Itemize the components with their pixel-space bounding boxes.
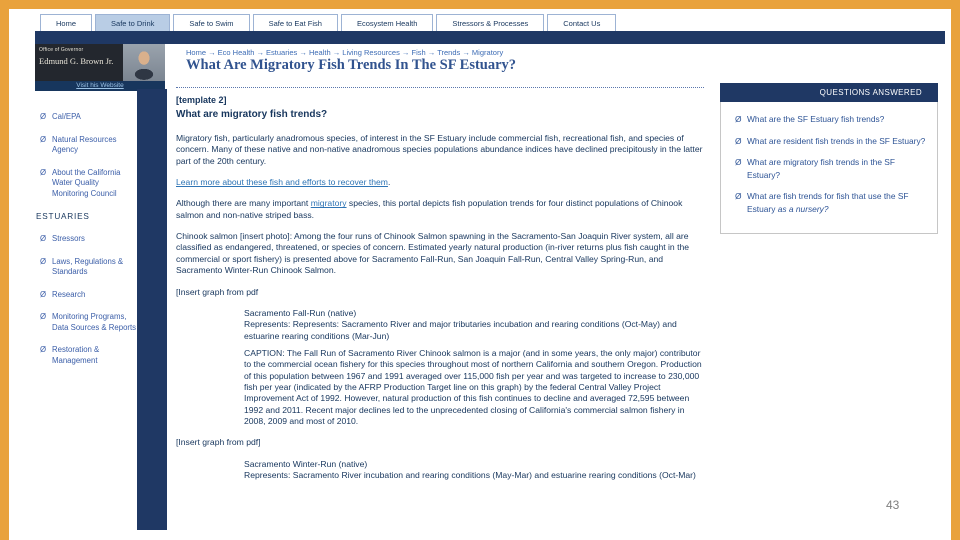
governor-name: Edmund G. Brown Jr. [39, 56, 114, 66]
graph-placeholder-1: [Insert graph from pdf [176, 286, 259, 297]
sidebar-item-label: Research [52, 289, 86, 299]
tab-safe-to-eat-fish[interactable]: Safe to Eat Fish [253, 14, 338, 33]
portal-text-before: Although there are many important [176, 198, 311, 209]
arrow-bullet-icon: Ø [40, 345, 47, 355]
sidebar-item-stressors[interactable] [40, 234, 137, 245]
graph-placeholder-2: [Insert graph from pdf] [176, 437, 261, 448]
governor-photo [35, 44, 165, 81]
sidebar-item-monitoring-programs[interactable] [40, 312, 137, 333]
breadcrumb[interactable]: Home → Eco Health → Estuaries → Health → Living Resources → Fish → Trends → Migratory [186, 48, 504, 57]
tab-contact-us[interactable]: Contact Us [547, 14, 616, 33]
questions-list [720, 102, 938, 234]
question-item-resident-fish[interactable] [733, 135, 929, 148]
arrow-bullet-icon: Ø [40, 112, 47, 121]
governor-office-label: Office of Governor [39, 47, 84, 53]
question-item-fish-trends[interactable] [733, 113, 929, 126]
chinook-paragraph: Chinook salmon [insert photo]: Among the four runs of Chinook Salmon spawning in the Sacramento-San Joaquin River system, all are classified as endangered, threatened, or species of concern. Estimated yearly natural production (in-river returns plus fish caught in the commercial or sport fishery) is presented above for Sacramento Fall-Run, San Joaquin Fall-Run, Central Valley Spring-Run, and Sacramento Winter-Run Chinook Salmon. [176, 231, 690, 276]
tab-safe-to-drink[interactable]: Safe to Drink [95, 14, 170, 33]
learn-more-period: . [387, 177, 391, 188]
question-text: What are the SF Estuary fish trends? [747, 114, 885, 124]
governor-caption [35, 44, 123, 81]
winterrun-represents: Represents: Sacramento River incubation and rearing conditions (May-Mar) and estuarine rearing conditions (Oct-Mar) [244, 469, 696, 480]
arrow-bullet-icon: Ø [40, 234, 47, 244]
tab-home[interactable]: Home [40, 14, 92, 33]
arrow-bullet-icon: Ø [735, 191, 742, 202]
winterrun-title: Sacramento Winter-Run (native) [244, 458, 368, 469]
learn-more-link[interactable]: Learn more about these fish and efforts to recover them [176, 177, 388, 188]
learn-more-line [176, 177, 704, 188]
frame-accent-left [0, 0, 9, 540]
page-title: What Are Migratory Fish Trends In The SF Estuary? [186, 57, 517, 73]
sidebar-item-laws[interactable] [40, 257, 137, 278]
arrow-bullet-icon: Ø [40, 289, 47, 299]
fallrun-caption: CAPTION: The Fall Run of Sacramento River Chinook salmon is a major (and in some years, the only major) contributor to the commercial ocean fishery for this species throughout most of northern California and southern Oregon. Production of this population between 1967 and 1991 averaged over 115,000 fish per year and was targeted to increase to 230,000 fish per year (indicated by the AFRP Production Target line on this graph) by the federal Central Valley Project Improvement Act of 1992. However, natural production of this fish continues to decline and averaged 72,595 between 1992 and 2011. Recent major declines led to the unprecedented closing of California's commercial salmon fishery in 2008, 2009 and most of 2010. [244, 347, 702, 426]
arrow-bullet-icon: Ø [735, 135, 742, 146]
arrow-bullet-icon: Ø [735, 157, 742, 168]
sidebar-item-research[interactable] [40, 290, 137, 301]
sidebar-item-label: Natural Resources Agency [52, 134, 117, 155]
arrow-bullet-icon: Ø [40, 256, 47, 266]
sidebar-item-label: About the California Water Quality Monitoring Council [52, 167, 121, 198]
sidebar-item-label: Restoration & Management [52, 345, 100, 365]
question-item-migratory-fish[interactable] [733, 156, 929, 181]
sidebar-section-estuaries: ESTUARIES [36, 212, 90, 222]
sidebar-item-restoration[interactable] [40, 345, 137, 366]
fallrun-block [244, 308, 704, 342]
main-content [176, 95, 704, 487]
question-text-italic: as a nursery? [777, 204, 829, 215]
question-item-nursery[interactable] [733, 190, 929, 215]
sidebar-item-label: Monitoring Programs, Data Sources & Reports [52, 312, 137, 332]
template-note: [template 2] [176, 95, 227, 105]
sidebar-accent-strip [137, 89, 167, 530]
questions-panel [720, 83, 938, 234]
frame-accent-top [0, 0, 960, 9]
governor-website-link[interactable]: Visit his Website [35, 81, 165, 91]
questions-panel-header: QUESTIONS ANSWERED [720, 83, 938, 102]
question-text: What are fish trends for fish that use the SF Estuary [747, 191, 909, 215]
intro-paragraph: Migratory fish, particularly anadromous species, of interest in the SF Estuary include commercial fish, recreational fish, and species of concern. Many of these native and non-native anadromous species populations abundance indices have declined precipitously in the latter part of the 20th century. [176, 133, 703, 166]
portal-text-after: species, this portal depicts fish population trends for four distinct populations of Chinook salmon and non-native striped bass. [176, 198, 683, 220]
tab-ecosystem-health[interactable]: Ecosystem Health [341, 14, 433, 33]
question-text: What are migratory fish trends in the SF Estuary? [747, 157, 896, 180]
sidebar-item-label: Laws, Regulations & Standards [52, 256, 124, 277]
portal-paragraph [176, 198, 704, 221]
content-heading: What are migratory fish trends? [176, 108, 328, 120]
navy-divider-bar [35, 31, 945, 44]
governor-widget [35, 44, 165, 91]
migratory-link[interactable]: migratory [310, 198, 347, 209]
sidebar-item-label: Cal/EPA [52, 112, 81, 121]
sidebar-item-label: Stressors [52, 234, 85, 244]
tab-safe-to-swim[interactable]: Safe to Swim [173, 14, 249, 33]
arrow-bullet-icon: Ø [735, 114, 742, 124]
question-text: What are resident fish trends in the SF Estuary? [747, 135, 926, 146]
sidebar-item-natural-resources[interactable] [40, 135, 137, 156]
sidebar-item-monitoring-council[interactable] [40, 168, 137, 200]
arrow-bullet-icon: Ø [40, 312, 47, 322]
arrow-bullet-icon: Ø [40, 134, 47, 144]
left-sidebar [36, 112, 137, 378]
dotted-divider [176, 87, 704, 88]
arrow-bullet-icon: Ø [40, 167, 47, 177]
frame-accent-right [951, 0, 960, 540]
tab-stressors-processes[interactable]: Stressors & Processes [436, 14, 544, 33]
governor-portrait [123, 44, 165, 81]
page-number: 43 [886, 498, 900, 512]
fallrun-title: Sacramento Fall-Run (native) [244, 307, 357, 318]
winterrun-block [244, 459, 704, 482]
sidebar-item-calepa[interactable] [40, 112, 137, 123]
fallrun-represents: Represents: Represents: Sacramento River and major tributaries incubation and rearing conditions (Oct-May) and estuarine rearing conditions (Mar-Jun) [244, 319, 677, 341]
